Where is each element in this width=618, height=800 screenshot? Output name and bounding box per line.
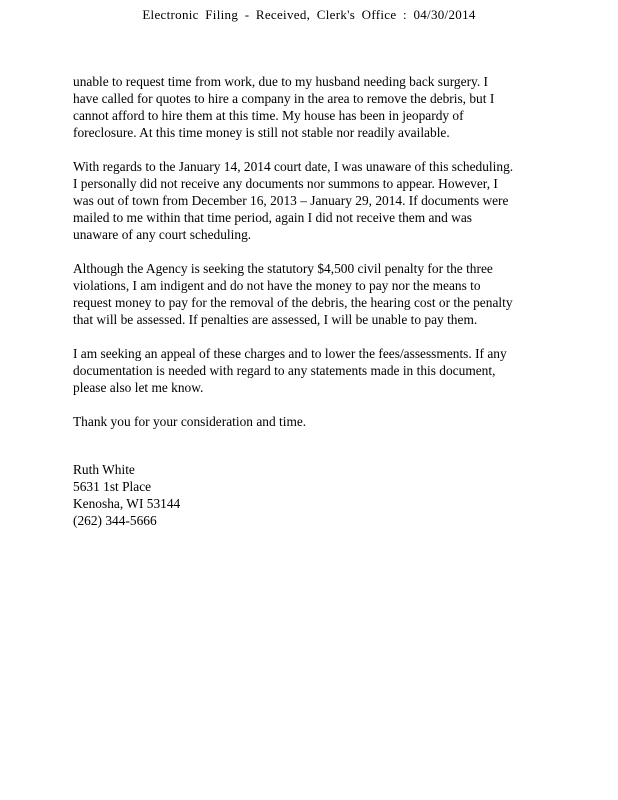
signature-phone: (262) 344-5666 [73,513,157,528]
signature-name: Ruth White [73,462,135,477]
signature-block [73,461,598,529]
filing-stamp-header: Electronic Filing - Received, Clerk's Office : 04/30/2014 [142,7,476,22]
paragraph-court-date: With regards to the January 14, 2014 court date, I was unaware of this scheduling. I personally did not receive any documents nor summons to appear. However, I was out of town from December 16, 2013 – January 29, 2014. If documents were mailed to me within that time period, again I did not receive them and was unaware of any court scheduling. [73,159,514,242]
letter-body [73,73,598,529]
paragraph-appeal-request: I am seeking an appeal of these charges and to lower the fees/assessments. If any documentation is needed with regard to any statements made in this document, please also let me know. [73,346,507,395]
paragraph-debris-removal: unable to request time from work, due to my husband needing back surgery. I have called for quotes to hire a company in the area to remove the debris, but I cannot afford to hire them at this time. My house has been in jeopardy of foreclosure. At this time money is still not stable nor readily available. [73,74,495,140]
paragraph-civil-penalty: Although the Agency is seeking the statutory $4,500 civil penalty for the three violations, I am indigent and do not have the money to pay nor the means to request money to pay for the removal of the debris, the hearing cost or the penalty that will be assessed. If penalties are assessed, I will be unable to pay them. [73,261,513,327]
signature-city-state-zip: Kenosha, WI 53144 [73,496,181,511]
closing-line: Thank you for your consideration and time. [73,414,307,429]
signature-street: 5631 1st Place [73,479,152,494]
